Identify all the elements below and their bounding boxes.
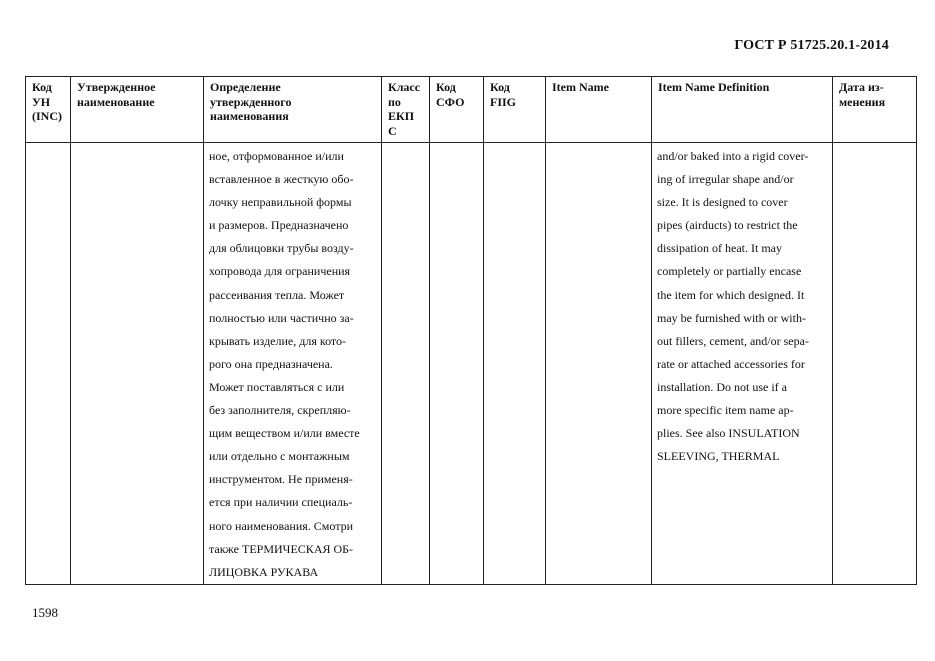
definition-line: также ТЕРМИЧЕСКАЯ ОБ- <box>209 541 354 556</box>
definition-line: вставленное в жесткую обо- <box>209 172 354 187</box>
definition-line: щим веществом и/или вместе <box>209 426 360 441</box>
definition-line: Может поставляться с или <box>209 379 345 394</box>
cell-definition-ru <box>204 143 382 585</box>
table-row <box>26 143 917 585</box>
definition-line: pipes (airducts) to restrict the <box>657 218 798 233</box>
definition-line: the item for which designed. It <box>657 287 805 302</box>
definition-line: крывать изделие, для кото- <box>209 333 347 348</box>
definition-line: и размеров. Предназначено <box>209 218 349 233</box>
col-header-approved-name: Утвержденное наименование <box>71 77 204 143</box>
definition-line: хопровода для ограничения <box>209 264 351 279</box>
definition-line: ется при наличии специаль- <box>209 495 353 510</box>
col-header-definition-ru: Определение утвержденного наименования <box>204 77 382 143</box>
col-header-change-date: Дата из- менения <box>833 77 917 143</box>
cell-class <box>382 143 430 585</box>
definition-line: лочку неправильной формы <box>209 195 352 210</box>
col-header-fiig: Код FIIG <box>484 77 546 143</box>
col-header-sfo: Код СФО <box>430 77 484 143</box>
cell-sfo <box>430 143 484 585</box>
page-number: 1598 <box>32 605 58 620</box>
definition-line: полностью или частично за- <box>209 310 354 325</box>
cell-inc <box>26 143 71 585</box>
col-header-item-name-definition: Item Name Definition <box>652 77 833 143</box>
cell-fiig <box>484 143 546 585</box>
definition-line: ЛИЦОВКА РУКАВА <box>209 564 319 579</box>
definition-line: size. It is designed to cover <box>657 195 788 210</box>
catalog-table <box>25 76 917 585</box>
definition-line: more specific item name ap- <box>657 403 794 418</box>
definition-line: SLEEVING, THERMAL <box>657 449 780 464</box>
table-header-row <box>26 77 917 143</box>
document-code: ГОСТ Р 51725.20.1-2014 <box>734 38 889 53</box>
definition-line: may be furnished with or with- <box>657 310 806 325</box>
definition-line: out fillers, cement, and/or sepa- <box>657 333 809 348</box>
cell-item-name <box>546 143 652 585</box>
definition-line: рассеивания тепла. Может <box>209 287 345 302</box>
definition-line: ing of irregular shape and/or <box>657 172 794 187</box>
definition-line: dissipation of heat. It may <box>657 241 782 256</box>
definition-line: installation. Do not use if a <box>657 379 787 394</box>
definition-line: без заполнителя, скрепляю- <box>209 403 351 418</box>
col-header-class: Класс по ЕКП С <box>382 77 430 143</box>
cell-approved-name <box>71 143 204 585</box>
definition-line: ное, отформованное и/или <box>209 149 344 163</box>
definition-line: или отдельно с монтажным <box>209 449 350 464</box>
definition-line: рого она предназначена. <box>209 356 333 371</box>
definition-line: rate or attached accessories for <box>657 356 805 371</box>
col-header-item-name: Item Name <box>546 77 652 143</box>
definition-line: ного наименования. Смотри <box>209 518 354 533</box>
definition-line: инструментом. Не применя- <box>209 472 353 487</box>
definition-line: plies. See also INSULATION <box>657 426 800 441</box>
cell-definition-en <box>652 143 833 585</box>
definition-line: completely or partially encase <box>657 264 802 279</box>
col-header-inc: Код УН (INC) <box>26 77 71 143</box>
cell-change-date <box>833 143 917 585</box>
definition-line: and/or baked into a rigid cover- <box>657 149 809 163</box>
definition-line: для облицовки трубы возду- <box>209 241 354 256</box>
